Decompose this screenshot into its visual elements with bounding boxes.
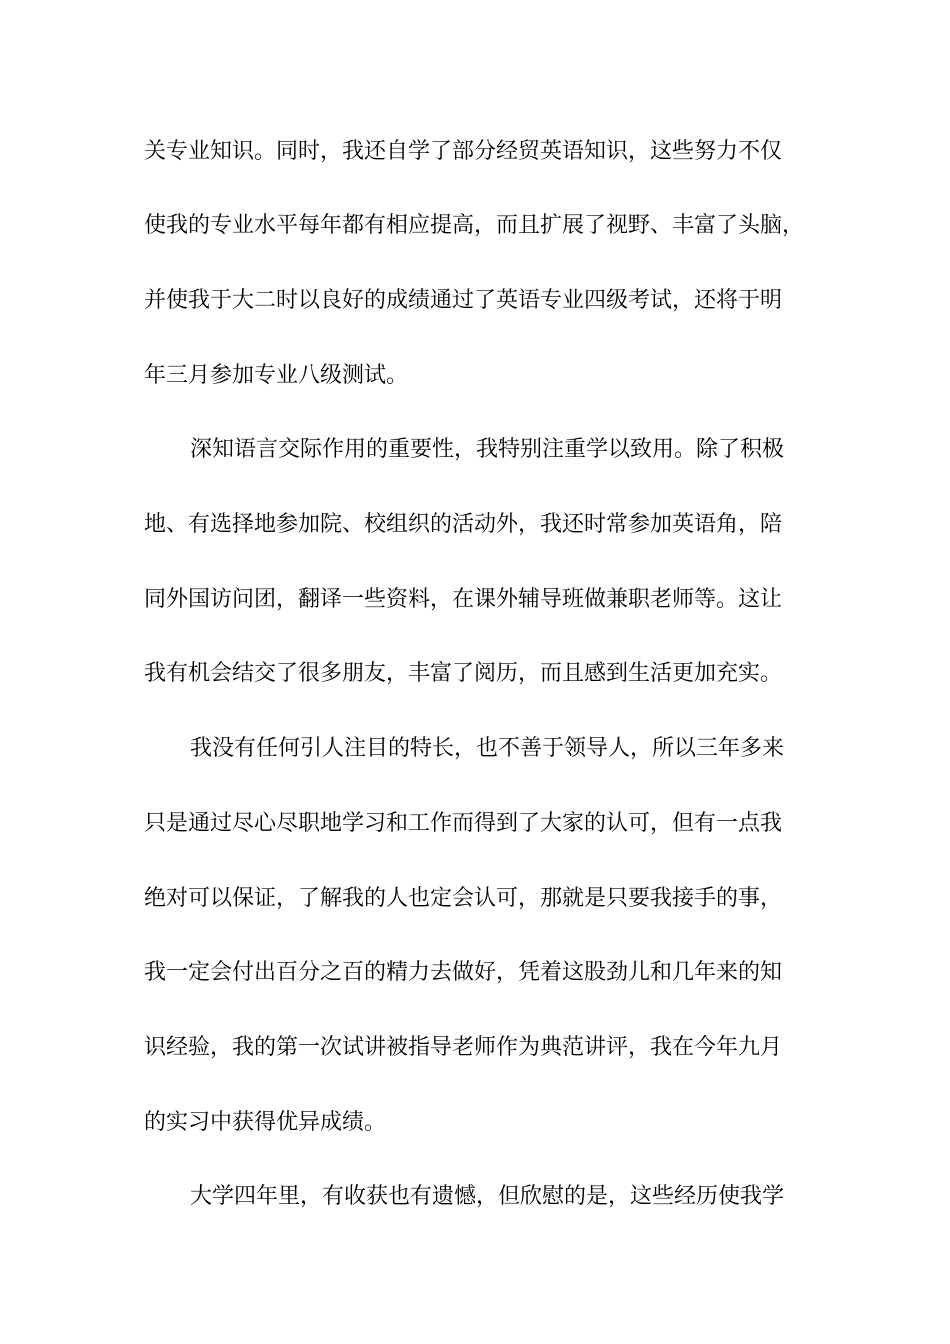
text-line: 绝对可以保证，了解我的人也定会认可，那就是只要我接手的事， <box>144 886 783 911</box>
text-line: 只是通过尽心尽职地学习和工作而得到了大家的认可，但有一点我 <box>144 811 783 836</box>
paragraph-first-line: 深知语言交际作用的重要性，我特别注重学以致用。除了积极 <box>190 437 785 462</box>
text-line: 我有机会结交了很多朋友，丰富了阅历，而且感到生活更加充实。 <box>144 661 783 686</box>
text-line: 并使我于大二时以良好的成绩通过了英语专业四级考试，还将于明 <box>144 288 783 313</box>
text-line: 地、有选择地参加院、校组织的活动外，我还时常参加英语角，陪 <box>144 512 783 537</box>
text-line: 年三月参加专业八级测试。 <box>144 363 409 388</box>
text-line: 的实习中获得优异成绩。 <box>144 1110 387 1135</box>
text-line: 关专业知识。同时，我还自学了部分经贸英语知识，这些努力不仅 <box>144 139 783 164</box>
text-line: 我一定会付出百分之百的精力去做好，凭着这股劲儿和几年来的知 <box>144 960 783 985</box>
text-line: 同外国访问团，翻译一些资料，在课外辅导班做兼职老师等。这让 <box>144 587 783 612</box>
paragraph-first-line: 我没有任何引人注目的特长，也不善于领导人，所以三年多来 <box>190 736 785 761</box>
text-line: 使我的专业水平每年都有相应提高，而且扩展了视野、丰富了头脑， <box>144 213 805 238</box>
paragraph-first-line: 大学四年里，有收获也有遗憾，但欣慰的是，这些经历使我学 <box>190 1184 785 1209</box>
text-line: 识经验，我的第一次试讲被指导老师作为典范讲评，我在今年九月 <box>144 1035 783 1060</box>
